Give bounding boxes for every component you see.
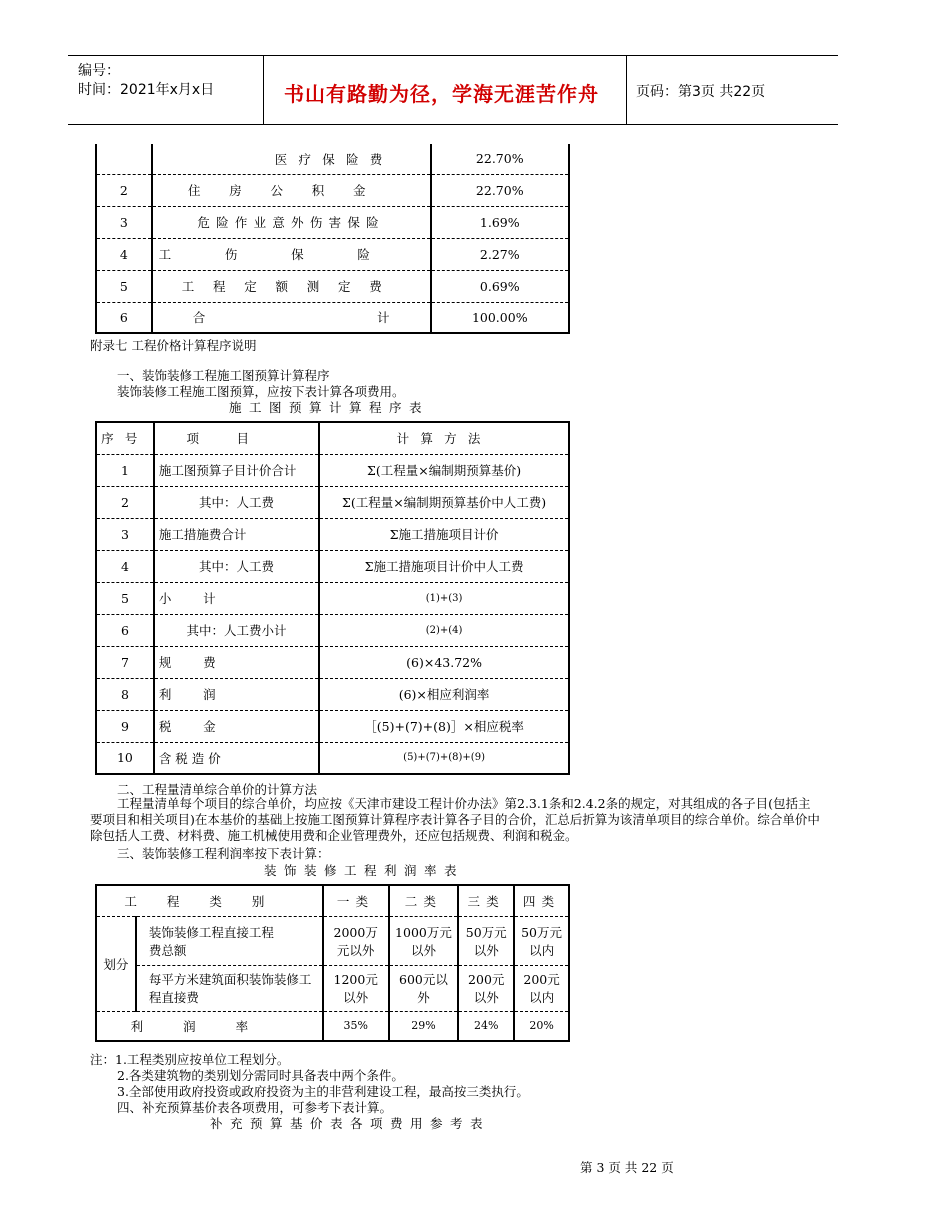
section4-title: 四、补充预算基价表各项费用，可参考下表计算。: [117, 1100, 393, 1115]
table-cell: 装饰装修工程直接工程费总额: [136, 916, 323, 965]
table3-title: 装饰装修工程利润率表: [264, 863, 465, 878]
section1-title: 一、装饰装修工程施工图预算计算程序: [117, 368, 330, 383]
motto: 书山有路勤为径，学海无涯苦作舟: [284, 82, 599, 106]
table-cell: 税 金: [154, 710, 319, 742]
table-cell: (6)×43.72%: [319, 646, 569, 678]
table-cell: 50万元以外: [458, 916, 514, 965]
table-cell: 3: [96, 518, 154, 550]
table-cell: 2.27%: [431, 238, 569, 270]
table-cell: 2: [96, 174, 152, 206]
table-cell: 5: [96, 270, 152, 302]
section2-title: 二、工程量清单综合单价的计算方法: [117, 782, 318, 797]
table-cell: 9: [96, 710, 154, 742]
appendix-title: 附录七 工程价格计算程序说明: [90, 338, 257, 353]
table-cell: 8: [96, 678, 154, 710]
table-cell: Σ施工措施项目计价中人工费: [319, 550, 569, 582]
table-cell: 其中：人工费: [154, 550, 319, 582]
table-cell: 项目: [154, 422, 319, 454]
table-cell: 6: [96, 302, 152, 333]
number-label: 编号：: [78, 63, 120, 79]
table-cell: 4: [96, 550, 154, 582]
table-cell: 划分: [96, 916, 136, 1011]
table-cell: 20%: [514, 1011, 569, 1041]
table-cell: 200元以外: [458, 965, 514, 1011]
table-cell: 200元以内: [514, 965, 569, 1011]
calc-procedure-table: [95, 421, 570, 775]
table-cell: 5: [96, 582, 154, 614]
table-cell: 22.70%: [431, 174, 569, 206]
table-cell: 其中：人工费: [154, 486, 319, 518]
table-cell: 四类: [514, 885, 569, 916]
table-cell: [96, 144, 152, 174]
table-cell: 一类: [323, 885, 389, 916]
table-cell: 工伤保险: [152, 238, 431, 270]
section2-text: 工程量清单每个项目的综合单价，均应按《天津市建设工程计价办法》第2.3.1条和2.4.2条的规定，对其组成的各子目(包括主要项目和相关项目)在本基价的基础上按施工图预算计算程序表计算各子目的合价，汇总后折算为该清单项目的综合单价。综合单价中除包括人工费、材料费、施工机械使用费和企业管理费外，还应包括规费、利润和税金。: [90, 796, 820, 843]
table-cell: 三类: [458, 885, 514, 916]
table-cell: 7: [96, 646, 154, 678]
table-cell: 工程定额测定费: [152, 270, 431, 302]
table-cell: (1)+(3): [319, 582, 569, 614]
table-cell: 规 费: [154, 646, 319, 678]
table-cell: 2: [96, 486, 154, 518]
page-footer: 第 3 页 共 22 页: [580, 1160, 674, 1175]
time-label: 时间：2021年x月x日: [78, 82, 215, 98]
table-cell: 1200元以外: [323, 965, 389, 1011]
section1-text: 装饰装修工程施工图预算，应按下表计算各项费用。: [117, 384, 405, 399]
insurance-table: [95, 144, 570, 334]
table-cell: 35%: [323, 1011, 389, 1041]
table-cell: (5)+(7)+(8)+(9): [319, 742, 569, 774]
table-cell: 二类: [389, 885, 459, 916]
table-cell: 危险作业意外伤害保险: [152, 206, 431, 238]
table-cell: 600元以外: [389, 965, 459, 1011]
table-cell: 其中：人工费小计: [154, 614, 319, 646]
table-cell: 计算方法: [319, 422, 569, 454]
profit-rate-table: [95, 884, 570, 1042]
table-cell: 施工图预算子目计价合计: [154, 454, 319, 486]
table-cell: 50万元以内: [514, 916, 569, 965]
table-cell: Σ(工程量×编制期预算基价中人工费): [319, 486, 569, 518]
table-cell: 100.00%: [431, 302, 569, 333]
table-cell: 1.69%: [431, 206, 569, 238]
table4-title: 补充预算基价表各项费用参考表: [210, 1116, 491, 1131]
table-cell: (6)×相应利润率: [319, 678, 569, 710]
table-cell: 4: [96, 238, 152, 270]
table-cell: (2)+(4): [319, 614, 569, 646]
table-cell: 利 润: [154, 678, 319, 710]
note-3: 3.全部使用政府投资或政府投资为主的非营利建设工程，最高按三类执行。: [117, 1084, 529, 1099]
note-1: 注：1.工程类别应按单位工程划分。: [90, 1052, 290, 1067]
table-cell: 施工措施费合计: [154, 518, 319, 550]
table-cell: 序号: [96, 422, 154, 454]
table-cell: 3: [96, 206, 152, 238]
table-cell: 22.70%: [431, 144, 569, 174]
table-cell: 6: [96, 614, 154, 646]
table-cell: 含 税 造 价: [154, 742, 319, 774]
page-label: 页码：第3页 共22页: [636, 84, 766, 100]
table2-title: 施工图预算计算程序表: [229, 400, 430, 415]
table-cell: Σ施工措施项目计价: [319, 518, 569, 550]
table-cell: 24%: [458, 1011, 514, 1041]
table-cell: 合 计: [152, 302, 431, 333]
table-cell: 1: [96, 454, 154, 486]
table-cell: 小 计: [154, 582, 319, 614]
table-cell: 利润率: [96, 1011, 323, 1041]
page-header: [68, 55, 838, 125]
table-cell: 住房公积金: [152, 174, 431, 206]
section3-title: 三、装饰装修工程利润率按下表计算：: [117, 846, 330, 861]
table-cell: 医疗保险费: [152, 144, 431, 174]
table-cell: 1000万元以外: [389, 916, 459, 965]
table-cell: 10: [96, 742, 154, 774]
table-cell: Σ(工程量×编制期预算基价): [319, 454, 569, 486]
table-cell: 2000万元以外: [323, 916, 389, 965]
table-cell: 0.69%: [431, 270, 569, 302]
table-cell: 每平方米建筑面积装饰装修工程直接费: [136, 965, 323, 1011]
table-cell: 工程类别: [96, 885, 323, 916]
note-2: 2.各类建筑物的类别划分需同时具备表中两个条件。: [117, 1068, 404, 1083]
table-cell: ［(5)+(7)+(8)］×相应税率: [319, 710, 569, 742]
table-cell: 29%: [389, 1011, 459, 1041]
